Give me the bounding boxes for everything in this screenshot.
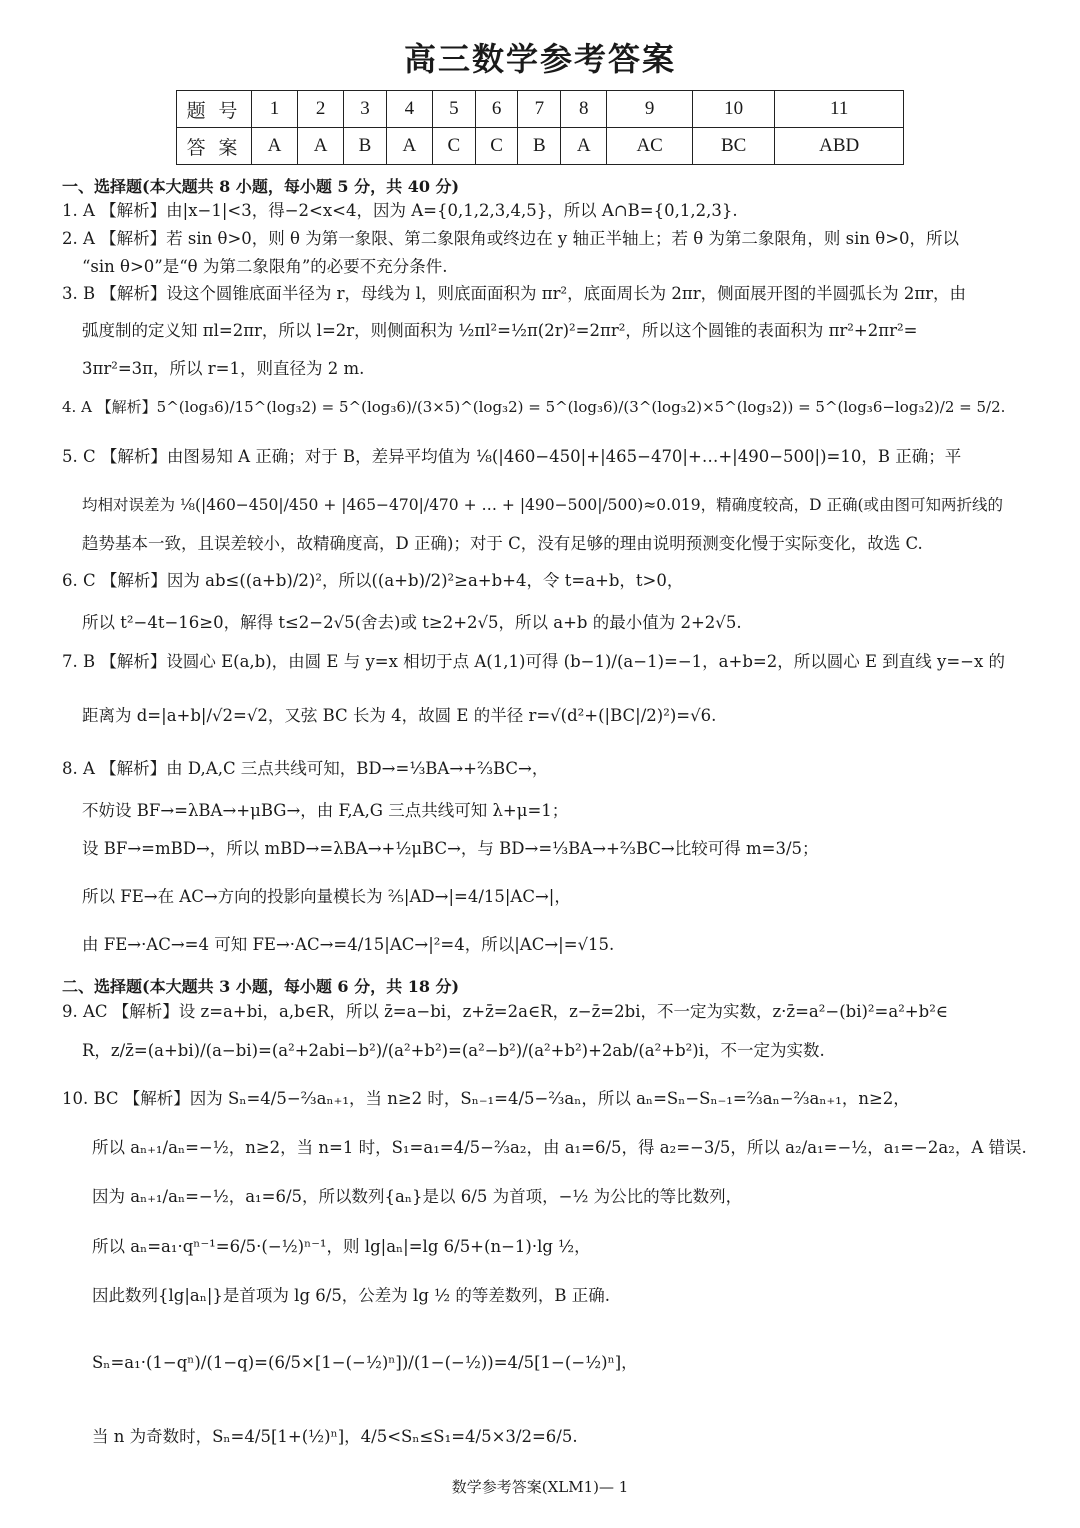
- section-heading-1: 一、选择题(本大题共 8 小题，每小题 5 分，共 40 分): [62, 177, 460, 196]
- solution-line: 3πr²=3π，所以 r=1，则直径为 2 m.: [82, 359, 365, 378]
- page-footer: 数学参考答案(XLM1)— 1: [451, 1478, 629, 1496]
- table-cell: 1: [252, 91, 298, 128]
- solution-line: 由 FE→·AC→=4 可知 FE→·AC→=4/15|AC→|²=4，所以|AC→|=√15.: [82, 935, 615, 954]
- table-cell: A: [561, 128, 607, 165]
- table-cell: 11: [775, 91, 904, 128]
- table-cell: 7: [518, 91, 561, 128]
- solution-line: 2. A 【解析】若 sin θ>0，则 θ 为第一象限、第二象限角或终边在 y 轴正半轴上；若 θ 为第二象限角，则 sin θ>0，所以: [62, 229, 960, 248]
- table-cell: 3: [344, 91, 387, 128]
- table-cell: 4: [386, 91, 432, 128]
- table-cell: ABD: [775, 128, 904, 165]
- solution-line: 弧度制的定义知 πl=2πr，所以 l=2r，则侧面积为 ½πl²=½π(2r)²=2πr²，所以这个圆锥的表面积为 πr²+2πr²=: [82, 321, 918, 340]
- solution-line: 4. A 【解析】5^(log₃6)/15^(log₃2) = 5^(log₃6)/(3×5)^(log₃2) = 5^(log₃6)/(3^(log₃2)×5^(log₃2)) = 5^(log₃6−log₃2)/2 = 5/2.: [62, 398, 1006, 416]
- table-cell: A: [252, 128, 298, 165]
- solution-line: 3. B 【解析】设这个圆锥底面半径为 r，母线为 l，则底面面积为 πr²，底面周长为 2πr，侧面展开图的半圆弧长为 2πr，由: [62, 284, 967, 303]
- solution-line: 均相对误差为 ⅛(|460−450|/450 + |465−470|/470 + … + |490−500|/500)≈0.019，精确度较高，D 正确(或由图可知两折线的: [82, 496, 1004, 514]
- solution-line: 所以 FE→在 AC→方向的投影向量模长为 ⅖|AD→|=4/15|AC→|，: [82, 887, 571, 906]
- solution-line: 8. A 【解析】由 D,A,C 三点共线可知，BD→=⅓BA→+⅔BC→，: [62, 759, 549, 778]
- table-cell: A: [386, 128, 432, 165]
- solution-line: 因为 aₙ₊₁/aₙ=−½，a₁=6/5，所以数列{aₙ}是以 6/5 为首项，−½ 为公比的等比数列，: [92, 1187, 743, 1206]
- row-label-question: 题 号: [177, 91, 252, 128]
- solution-line: 趋势基本一致，且误差较小，故精确度高，D 正确)；对于 C，没有足够的理由说明预测变化慢于实际变化，故选 C.: [82, 534, 923, 553]
- solution-line: 7. B 【解析】设圆心 E(a,b)，由圆 E 与 y=x 相切于点 A(1,1)可得 (b−1)/(a−1)=−1，a+b=2，所以圆心 E 到直线 y=−x 的: [62, 652, 1006, 671]
- solution-line: 设 BF→=mBD→，所以 mBD→=λBA→+½μBC→，与 BD→=⅓BA→+⅔BC→比较可得 m=3/5；: [82, 839, 819, 858]
- solution-line: 因此数列{lg|aₙ|}是首项为 lg 6/5，公差为 lg ½ 的等差数列，B 正确.: [92, 1286, 610, 1305]
- solution-line: 10. BC 【解析】因为 Sₙ=4/5−⅔aₙ₊₁，当 n≥2 时，Sₙ₋₁=4/5−⅔aₙ，所以 aₙ=Sₙ−Sₙ₋₁=⅔aₙ−⅔aₙ₊₁，n≥2，: [62, 1089, 910, 1108]
- answer-row: [177, 128, 904, 165]
- solution-line: 所以 aₙ₊₁/aₙ=−½，n≥2，当 n=1 时，S₁=a₁=4/5−⅔a₂，由 a₁=6/5，得 a₂=−3/5，所以 a₂/a₁=−½，a₁=−2a₂，A 错误.: [92, 1138, 1027, 1157]
- answer-table: [176, 90, 904, 165]
- solution-line: 当 n 为奇数时，Sₙ=4/5[1+(½)ⁿ]，4/5<Sₙ≤S₁=4/5×3/2=6/5.: [92, 1427, 578, 1446]
- solution-line: 1. A 【解析】由|x−1|<3，得−2<x<4，因为 A={0,1,2,3,4,5}，所以 A∩B={0,1,2,3}.: [62, 201, 738, 220]
- solution-line: 6. C 【解析】因为 ab≤((a+b)/2)²，所以((a+b)/2)²≥a+b+4，令 t=a+b，t>0，: [62, 571, 684, 590]
- solution-line: R，z/z̄=(a+bi)/(a−bi)=(a²+2abi−b²)/(a²+b²)=(a²−b²)/(a²+b²)+2ab/(a²+b²)i，不一定为实数.: [82, 1041, 825, 1060]
- table-cell: 2: [298, 91, 344, 128]
- table-cell: BC: [692, 128, 774, 165]
- table-cell: 8: [561, 91, 607, 128]
- table-cell: C: [432, 128, 475, 165]
- row-label-answer: 答 案: [177, 128, 252, 165]
- table-cell: B: [344, 128, 387, 165]
- section-heading-2: 二、选择题(本大题共 3 小题，每小题 6 分，共 18 分): [62, 977, 460, 996]
- page-title: 高三数学参考答案: [403, 40, 676, 78]
- solution-line: 距离为 d=|a+b|/√2=√2，又弦 BC 长为 4，故圆 E 的半径 r=√(d²+(|BC|/2)²)=√6.: [82, 706, 717, 725]
- solution-line: 所以 aₙ=a₁·qⁿ⁻¹=6/5·(−½)ⁿ⁻¹，则 lg|aₙ|=lg 6/5+(n−1)·lg ½，: [92, 1237, 591, 1256]
- solution-line: 不妨设 BF→=λBA→+μBG→，由 F,A,G 三点共线可知 λ+μ=1；: [82, 801, 569, 820]
- table-cell: 6: [475, 91, 518, 128]
- table-cell: C: [475, 128, 518, 165]
- table-cell: AC: [607, 128, 693, 165]
- solution-line: Sₙ=a₁·(1−qⁿ)/(1−q)=(6/5×[1−(−½)ⁿ])/(1−(−½))=4/5[1−(−½)ⁿ]，: [92, 1353, 638, 1372]
- table-cell: 10: [692, 91, 774, 128]
- solution-line: 5. C 【解析】由图易知 A 正确；对于 B，差异平均值为 ⅛(|460−450|+|465−470|+…+|490−500|)=10，B 正确；平: [62, 447, 962, 466]
- solution-line: “sin θ>0”是“θ 为第二象限角”的必要不充分条件.: [82, 257, 448, 276]
- table-cell: A: [298, 128, 344, 165]
- table-cell: 9: [607, 91, 693, 128]
- table-cell: 5: [432, 91, 475, 128]
- solution-line: 9. AC 【解析】设 z=a+bi，a,b∈R，所以 z̄=a−bi，z+z̄=2a∈R，z−z̄=2bi，不一定为实数，z·z̄=a²−(bi)²=a²+b²∈: [62, 1002, 949, 1021]
- solution-line: 所以 t²−4t−16≥0，解得 t≤2−2√5(舍去)或 t≥2+2√5，所以 a+b 的最小值为 2+2√5.: [82, 613, 742, 632]
- table-cell: B: [518, 128, 561, 165]
- question-number-row: [177, 91, 904, 128]
